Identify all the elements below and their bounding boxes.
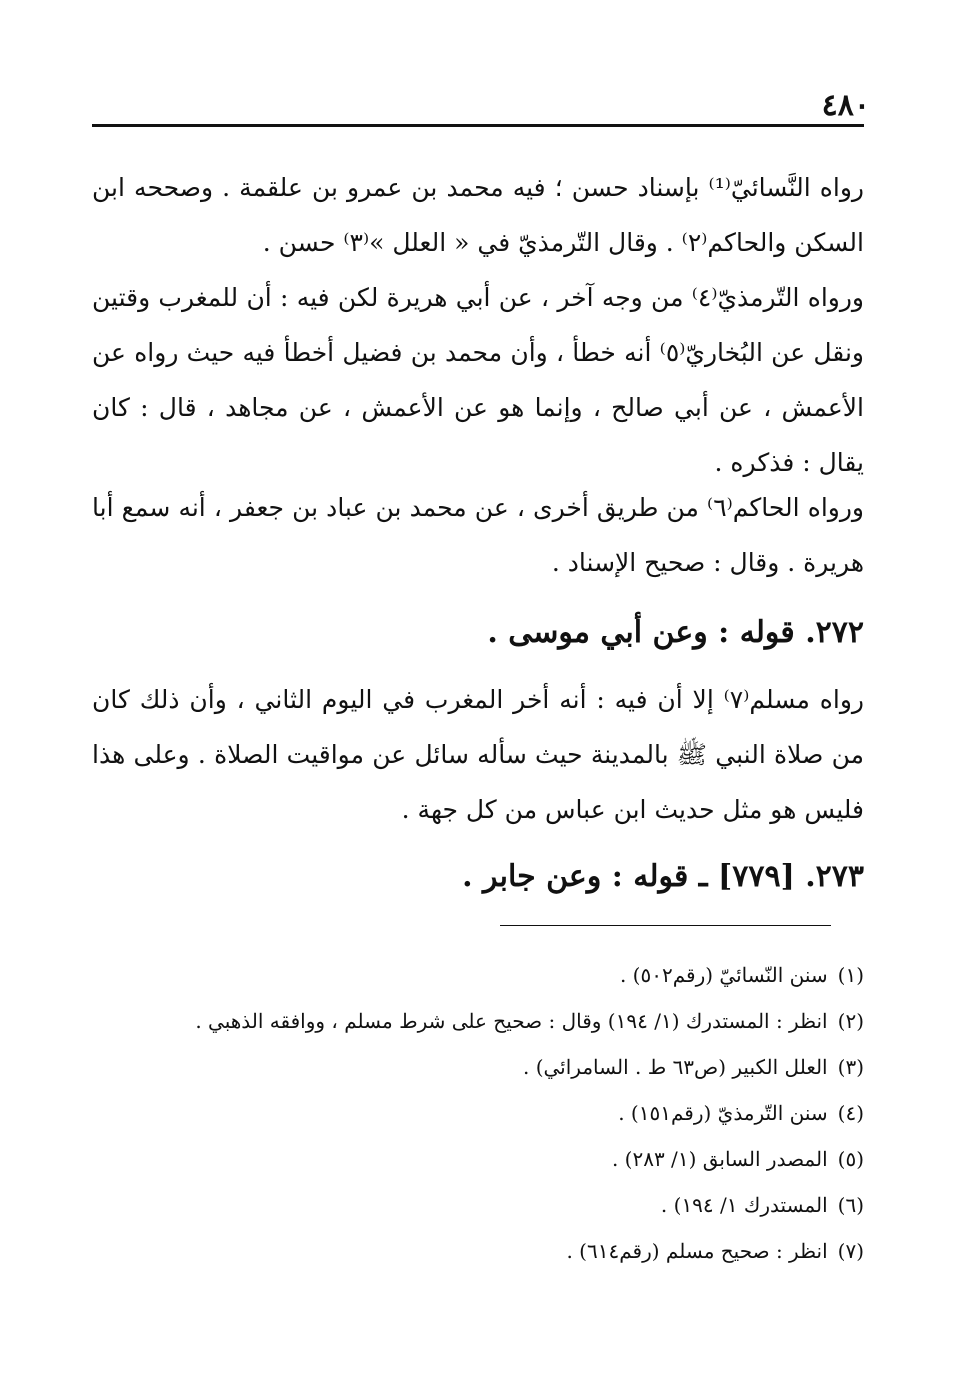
footnote-item	[92, 1182, 864, 1228]
footnote-mark: (٤)	[837, 1101, 864, 1125]
footnote-text: انظر : المستدرك (١/ ١٩٤) وقال : صحيح على شرط مسلم ، ووافقه الذهبي .	[195, 1009, 828, 1033]
footnote-mark: (٥)	[837, 1147, 864, 1171]
page-number: ٤٨٠	[821, 88, 870, 123]
footnotes-list	[92, 952, 864, 1274]
footnote-item	[92, 952, 864, 998]
footnote-item	[92, 1228, 864, 1274]
footnote-item	[92, 1136, 864, 1182]
section-heading-272: ٢٧٢. قوله : وعن أبي موسى .	[487, 615, 864, 650]
paragraph-2: ورواه التّرمذيّ⁽٤⁾ من وجه آخر ، عن أبي هريرة لكن فيه : أن للمغرب وقتين ونقل عن البُخاريّ⁽٥⁾ أنه خطأ ، وأن محمد بن فضيل أخطأ فيه حيث رواه عن الأعمش ، عن أبي صالح ، وإنما هو عن الأعمش ، عن مجاهد ، قال : كان يقال : فذكره .	[92, 283, 864, 477]
paragraph-4: رواه مسلم⁽٧⁾ إلا أن فيه : أنه أخر المغرب في اليوم الثاني ، وأن ذلك كان من صلاة النبي ﷺ بالمدينة حيث سأله سائل عن مواقيت الصلاة . وعلى هذا فليس هو مثل حديث ابن عباس من كل جهة .	[92, 685, 864, 824]
section-heading-273: ٢٧٣. [٧٧٩] ـ قوله : وعن جابر .	[462, 859, 864, 894]
footnote-mark: (١)	[837, 963, 864, 987]
footnote-text: العلل الكبير (ص٦٣ ط . السامرائي) .	[522, 1055, 828, 1079]
footnote-item	[92, 1044, 864, 1090]
footnote-mark: (٧)	[837, 1239, 864, 1263]
footnote-text: سنن النّسائيّ (رقم٥٠٢) .	[619, 963, 828, 987]
footnote-mark: (٦)	[837, 1193, 864, 1217]
footnote-text: انظر : صحيح مسلم (رقم٦١٤) .	[566, 1239, 828, 1263]
footnote-item	[92, 1090, 864, 1136]
footnote-item	[92, 998, 864, 1044]
footnote-mark: (٣)	[837, 1055, 864, 1079]
paragraph-1: رواه النَّسائيّ⁽¹⁾ بإسناد حسن ؛ فيه محمد بن عمرو بن علقمة . وصححه ابن السكن والحاكم⁽٢⁾ . وقال التّرمذيّ في « العلل »⁽٣⁾ حسن .	[92, 173, 864, 257]
paragraph-3: ورواه الحاكم⁽٦⁾ من طريق أخرى ، عن محمد بن عباد بن جعفر ، أنه سمع أبا هريرة . وقال : صحيح الإسناد .	[92, 493, 864, 577]
footnote-mark: (٢)	[837, 1009, 864, 1033]
footnote-text: سنن التّرمذيّ (رقم١٥١) .	[618, 1101, 828, 1125]
footnote-text: المصدر السابق (١/ ٢٨٣) .	[611, 1147, 828, 1171]
footnote-text: المستدرك ١/ ١٩٤) .	[660, 1193, 828, 1217]
footnote-separator	[500, 925, 831, 926]
header-rule	[92, 124, 864, 127]
